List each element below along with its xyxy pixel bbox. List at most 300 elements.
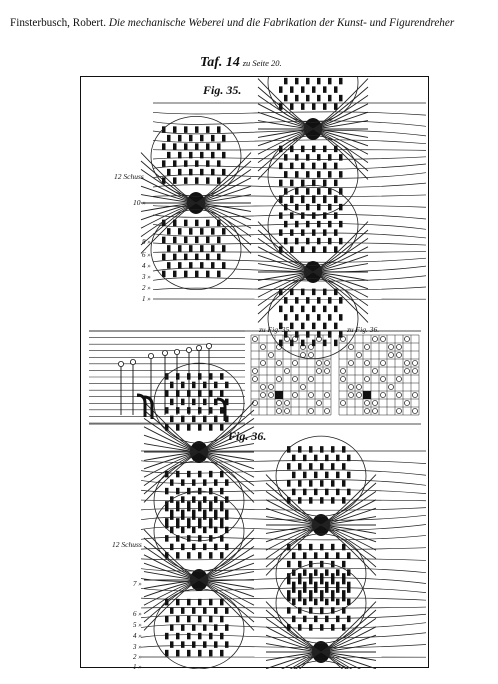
- fig35-weave-cell: [339, 314, 343, 321]
- draft35-lift-mark: [308, 352, 313, 357]
- fig35-weave-cell: [312, 163, 316, 170]
- fig36-weave-cell: [331, 624, 335, 631]
- fig35-weave-cell: [195, 237, 199, 244]
- fig35-weave-cell: [162, 237, 166, 244]
- fig36-weave-cell: [165, 488, 169, 495]
- fig36-weave-cell: [303, 582, 307, 589]
- fig35-weave-cell: [217, 237, 221, 244]
- fig36-weave-cell: [292, 582, 296, 589]
- fig35-weave-cell: [189, 262, 193, 269]
- fig35-weave-cell: [167, 135, 171, 142]
- fig36-weave-cell: [292, 616, 296, 623]
- fig35-weave-cell: [167, 262, 171, 269]
- fig35-weave-cell: [334, 323, 338, 330]
- fig36-weave-cell: [181, 399, 185, 406]
- fig36-weave-cell: [303, 569, 307, 576]
- fig35-weave-cell: [301, 212, 305, 219]
- fig35-weave-cell: [284, 297, 288, 304]
- fig35-weave-cell: [339, 95, 343, 102]
- fig35-weft-line: [153, 224, 426, 230]
- fig35-weave-cell: [334, 289, 338, 296]
- fig36-weave-cell: [225, 544, 229, 551]
- fig36-weave-cell: [347, 616, 351, 623]
- fig35-weave-cell: [173, 220, 177, 227]
- fig36-weave-cell: [220, 390, 224, 397]
- fig35-weave-cell: [195, 271, 199, 278]
- fig35-weave-cell: [312, 146, 316, 153]
- draft36-lift-mark: [396, 376, 401, 381]
- fig35-weave-cell: [301, 163, 305, 170]
- fig36-weave-cell: [325, 569, 329, 576]
- fig35-weave-cell: [211, 169, 215, 176]
- fig36-weave-cell: [314, 599, 318, 606]
- fig35-weave-cell: [334, 246, 338, 253]
- fig35-label-8: 8 »: [142, 238, 151, 246]
- fig36-weave-cell: [309, 573, 313, 580]
- fig36-weave-cell: [314, 489, 318, 496]
- draft36-lift-mark: [412, 408, 417, 413]
- fig35-weave-cell: [334, 306, 338, 313]
- fig36-weave-cell: [165, 518, 169, 525]
- fig36-weave-cell: [209, 535, 213, 542]
- fig36-weave-cell: [314, 472, 318, 479]
- fig36-label-5: 5 »: [133, 621, 142, 629]
- fig35-weave-cell: [312, 289, 316, 296]
- draft36-lift-mark: [348, 344, 353, 349]
- fig36-weave-cell: [347, 599, 351, 606]
- draft36-lift-mark: [388, 352, 393, 357]
- fig35-weft-line: [153, 243, 426, 245]
- fig35-weave-cell: [217, 177, 221, 184]
- fig35-weave-cell: [323, 246, 327, 253]
- fig36-weave-cell: [209, 424, 213, 431]
- fig36-weave-cell: [336, 582, 340, 589]
- fig36-weave-cell: [181, 496, 185, 503]
- fig35-weave-cell: [290, 246, 294, 253]
- fig35-weave-cell: [184, 237, 188, 244]
- fig36-weave-cell: [287, 480, 291, 487]
- fig35-weave-cell: [206, 220, 210, 227]
- fig35-weave-cell: [312, 246, 316, 253]
- draft35-lift-mark: [276, 376, 281, 381]
- fig36-weave-cell: [347, 455, 351, 462]
- fig36-weave-cell: [187, 518, 191, 525]
- fig35-weave-cell: [323, 180, 327, 187]
- fig36-weave-cell: [192, 399, 196, 406]
- fig35-weave-cell: [295, 297, 299, 304]
- fig35-weave-cell: [290, 195, 294, 202]
- fig35-weave-cell: [290, 180, 294, 187]
- fig36-weave-cell: [320, 544, 324, 551]
- fig35-weft-line: [153, 173, 426, 179]
- fig36-weave-cell: [209, 471, 213, 478]
- fig36-weave-cell: [336, 569, 340, 576]
- fig36-weave-cell: [192, 479, 196, 486]
- fig35-weft-line: [153, 157, 426, 160]
- fig36-weave-cell: [203, 382, 207, 389]
- fig35-weave-cell: [211, 228, 215, 235]
- fig35-weave-cell: [312, 195, 316, 202]
- draft36-lift-mark: [364, 344, 369, 349]
- plate-label: [200, 55, 282, 71]
- fig36-weave-cell: [292, 489, 296, 496]
- fig35-weave-cell: [173, 254, 177, 261]
- fig35-weave-cell: [334, 340, 338, 347]
- fig35-weave-cell: [178, 135, 182, 142]
- fig36-weave-cell: [336, 455, 340, 462]
- fig36-label-3: 3 »: [133, 643, 142, 651]
- fig36-weave-cell: [314, 455, 318, 462]
- fig35-label-2: 2 »: [142, 284, 151, 292]
- fig35-weave-cell: [306, 188, 310, 195]
- fig36-weave-cell: [209, 501, 213, 508]
- draft36-lift-mark: [364, 408, 369, 413]
- fig36-weave-cell: [220, 424, 224, 431]
- fig36-weave-cell: [187, 599, 191, 606]
- fig36-weave-cell: [342, 590, 346, 597]
- draft36-lift-mark: [380, 376, 385, 381]
- fig35-weave-cell: [323, 163, 327, 170]
- fig36-weave-cell: [192, 641, 196, 648]
- fig35-weave-cell: [334, 86, 338, 93]
- draft-eye-circle: [148, 353, 153, 358]
- fig35-weave-cell: [295, 188, 299, 195]
- fig36-weave-cell: [170, 399, 174, 406]
- fig36-weave-cell: [220, 373, 224, 380]
- draft35-lift-mark: [308, 376, 313, 381]
- fig35-weave-cell: [306, 171, 310, 178]
- fig35-weave-cell: [317, 154, 321, 161]
- fig36-weave-cell: [181, 624, 185, 631]
- fig35-weave-cell: [328, 154, 332, 161]
- fig36-weave-cell: [203, 607, 207, 614]
- fig36-weave-cell: [342, 573, 346, 580]
- fig35-label-3: 3 »: [142, 273, 151, 281]
- fig36-weave-cell: [192, 544, 196, 551]
- fig35-weave-cell: [217, 254, 221, 261]
- fig35-weft-line: [153, 214, 426, 219]
- fig35-weave-cell: [328, 221, 332, 228]
- fig36-weave-cell: [347, 472, 351, 479]
- fig35-weave-cell: [323, 229, 327, 236]
- fig36-weave-cell: [176, 616, 180, 623]
- fig36-weave-cell: [198, 535, 202, 542]
- fig36-weave-cell: [170, 607, 174, 614]
- fig36-weave-cell: [320, 607, 324, 614]
- fig36-weave-cell: [325, 489, 329, 496]
- fig35-weave-cell: [290, 146, 294, 153]
- fig35-weave-cell: [301, 246, 305, 253]
- fig35-weave-cell: [178, 169, 182, 176]
- fig35-weave-cell: [317, 204, 321, 211]
- fig35-weave-cell: [301, 323, 305, 330]
- fig36-weave-cell: [309, 497, 313, 504]
- fig35-weave-cell: [167, 169, 171, 176]
- fig35-weave-cell: [328, 188, 332, 195]
- fig35-weave-cell: [290, 306, 294, 313]
- fig35-weave-cell: [328, 171, 332, 178]
- fig36-weave-cell: [225, 382, 229, 389]
- draft-label-fig35: zu Fig. 35.: [259, 325, 292, 334]
- fig35-weave-cell: [284, 95, 288, 102]
- draft35-lift-mark: [300, 384, 305, 389]
- draft35-lift-mark: [316, 368, 321, 373]
- draft35-lift-mark: [260, 360, 265, 365]
- draft36-lift-mark: [396, 392, 401, 397]
- draft36-lift-mark: [396, 344, 401, 349]
- fig35-weft-line: [153, 233, 426, 238]
- draft36-lift-mark: [396, 408, 401, 413]
- fig35-weave-cell: [167, 152, 171, 159]
- draft36-lift-mark: [404, 368, 409, 373]
- fig35-weave-cell: [290, 163, 294, 170]
- fig36-weave-cell: [192, 510, 196, 517]
- fig35-weave-cell: [217, 160, 221, 167]
- fig36-weave-cell: [225, 510, 229, 517]
- draft36-lift-mark: [372, 368, 377, 373]
- fig35-weave-cell: [328, 314, 332, 321]
- fig36-weave-cell: [187, 471, 191, 478]
- fig36-weave-cell: [209, 488, 213, 495]
- fig35-weave-cell: [211, 245, 215, 252]
- fig36-weave-cell: [181, 479, 185, 486]
- fig35-weave-cell: [178, 245, 182, 252]
- draft35-lift-mark: [252, 376, 257, 381]
- fig36-weave-cell: [309, 607, 313, 614]
- fig35-weft-line: [153, 258, 426, 262]
- fig36-weave-cell: [220, 599, 224, 606]
- draft36-lift-mark: [404, 360, 409, 365]
- fig36-weave-cell: [331, 480, 335, 487]
- fig36-weave-cell: [347, 552, 351, 559]
- fig35-weave-cell: [295, 314, 299, 321]
- fig36-weave-cell: [187, 616, 191, 623]
- draft36-lift-mark: [380, 360, 385, 365]
- fig36-weave-cell: [331, 590, 335, 597]
- fig36-weave-cell: [198, 407, 202, 414]
- fig35-weave-cell: [184, 254, 188, 261]
- fig36-weave-cell: [198, 373, 202, 380]
- fig36-weave-cell: [303, 472, 307, 479]
- fig35-weave-cell: [323, 103, 327, 110]
- fig35-weave-cell: [290, 289, 294, 296]
- fig35-weave-cell: [317, 95, 321, 102]
- fig35-weave-cell: [200, 169, 204, 176]
- draft35-lift-mark: [292, 376, 297, 381]
- fig35-weave-cell: [284, 238, 288, 245]
- draft35-lift-mark: [252, 336, 257, 341]
- fig36-weave-cell: [176, 471, 180, 478]
- fig36-weave-cell: [298, 624, 302, 631]
- fig35-weave-cell: [284, 314, 288, 321]
- fig36-weave-cell: [225, 641, 229, 648]
- fig35-weave-cell: [284, 221, 288, 228]
- fig35-weave-cell: [323, 323, 327, 330]
- fig35-weave-cell: [317, 314, 321, 321]
- draft36-lift-mark: [380, 336, 385, 341]
- fig35-weave-cell: [217, 271, 221, 278]
- draft-eye-circle: [196, 345, 201, 350]
- caption-title: Die mechanische Weberei und die Fabrikation der Kunst- und Figurendreher: [108, 17, 455, 29]
- fig35-weave-cell: [200, 245, 204, 252]
- fig35-weave-cell: [339, 297, 343, 304]
- draft-eye-circle: [162, 350, 167, 355]
- draft36-lift-mark: [380, 392, 385, 397]
- fig35-weave-cell: [323, 289, 327, 296]
- fig35-weave-cell: [295, 238, 299, 245]
- fig36-weave-cell: [176, 424, 180, 431]
- fig36-weave-cell: [214, 624, 218, 631]
- fig35-weave-cell: [312, 323, 316, 330]
- fig35-weave-cell: [317, 188, 321, 195]
- fig36-weave-cell: [347, 582, 351, 589]
- fig35-weave-cell: [279, 229, 283, 236]
- fig35-weave-cell: [334, 229, 338, 236]
- fig36-weave-cell: [220, 552, 224, 559]
- draft-eye-circle: [186, 347, 191, 352]
- fig35-weave-cell: [217, 126, 221, 133]
- draft35-lift-mark: [276, 360, 281, 365]
- draft36-lift-mark: [412, 360, 417, 365]
- fig36-weave-cell: [176, 390, 180, 397]
- fig35-weave-cell: [284, 78, 288, 85]
- draft36-lift-mark: [372, 408, 377, 413]
- fig36-label-4: 4 »: [133, 632, 142, 640]
- fig35-weave-cell: [200, 262, 204, 269]
- fig35-weave-cell: [284, 154, 288, 161]
- fig35-weave-cell: [306, 297, 310, 304]
- fig36-weave-cell: [176, 599, 180, 606]
- fig35-weave-cell: [173, 237, 177, 244]
- fig36-weave-cell: [303, 489, 307, 496]
- fig35-label-1: 1 »: [142, 295, 151, 303]
- fig36-weave-cell: [320, 573, 324, 580]
- fig36-weave-cell: [331, 463, 335, 470]
- fig36-weave-cell: [176, 407, 180, 414]
- fig36-weave-cell: [309, 446, 313, 453]
- fig36-weave-cell: [214, 527, 218, 534]
- fig35-weave-cell: [328, 297, 332, 304]
- fig36-weave-cell: [342, 607, 346, 614]
- fig35-weave-cell: [301, 86, 305, 93]
- fig35-weave-cell: [222, 245, 226, 252]
- fig35-label-12: 12 Schuss: [114, 172, 144, 181]
- draft36-lift-mark: [412, 368, 417, 373]
- fig35-weave-cell: [173, 143, 177, 150]
- fig35-weave-cell: [290, 212, 294, 219]
- fig36-weave-cell: [309, 590, 313, 597]
- fig35-weave-cell: [334, 146, 338, 153]
- fig36-weave-cell: [209, 518, 213, 525]
- fig36-weave-cell: [298, 544, 302, 551]
- fig35-weave-cell: [295, 204, 299, 211]
- draft-eye-circle: [118, 361, 123, 366]
- fig36-weave-cell: [320, 624, 324, 631]
- fig35-weave-cell: [279, 212, 283, 219]
- fig35-weft-line: [153, 183, 426, 187]
- fig35-weave-cell: [312, 306, 316, 313]
- fig36-weave-cell: [214, 641, 218, 648]
- fig35-weave-cell: [200, 228, 204, 235]
- fig35-label-10: 10 »: [133, 198, 147, 207]
- fig36-weave-cell: [331, 573, 335, 580]
- draft36-filled-cell: [363, 391, 371, 399]
- fig36-weave-cell: [220, 650, 224, 657]
- fig36-weave-cell: [209, 633, 213, 640]
- fig36-weave-cell: [209, 407, 213, 414]
- draft36-lift-mark: [396, 352, 401, 357]
- plate-reference: zu Seite 20.: [242, 58, 282, 68]
- fig35-weave-cell: [279, 306, 283, 313]
- fig36-weave-cell: [287, 590, 291, 597]
- fig36-weave-cell: [220, 535, 224, 542]
- draft36-lift-mark: [340, 400, 345, 405]
- fig36-weave-cell: [209, 390, 213, 397]
- fig36-weave-cell: [331, 544, 335, 551]
- fig35-weave-cell: [306, 238, 310, 245]
- draft36-lift-mark: [356, 384, 361, 389]
- fig35-weave-cell: [195, 160, 199, 167]
- fig35-weave-cell: [323, 306, 327, 313]
- fig36-title: Fig. 36.: [228, 429, 267, 443]
- fig35-weft-line: [153, 150, 426, 151]
- fig36-weave-cell: [298, 607, 302, 614]
- plate-number: Taf. 14: [200, 55, 240, 70]
- fig36-weave-cell: [342, 544, 346, 551]
- plate-frame: [80, 76, 429, 671]
- draft35-lift-mark: [284, 400, 289, 405]
- fig36-weave-cell: [170, 479, 174, 486]
- fig36-weave-cell: [165, 407, 169, 414]
- fig36-weave-cell: [176, 518, 180, 525]
- fig36-weave-cell: [170, 544, 174, 551]
- fig35-weave-cell: [279, 163, 283, 170]
- fig36-weave-cell: [303, 552, 307, 559]
- fig35-weave-cell: [334, 180, 338, 187]
- fig35-weave-cell: [317, 297, 321, 304]
- fig36-weave-cell: [225, 607, 229, 614]
- fig35-weave-cell: [334, 212, 338, 219]
- fig36-weave-cell: [309, 463, 313, 470]
- fig35-weave-cell: [206, 177, 210, 184]
- draft35-lift-mark: [276, 400, 281, 405]
- fig35-weave-cell: [211, 135, 215, 142]
- draft-eye-circle: [130, 359, 135, 364]
- draft35-lift-mark: [268, 352, 273, 357]
- fig36-weft-line: [141, 614, 426, 618]
- fig36-weave-cell: [214, 399, 218, 406]
- fig36-weave-cell: [325, 616, 329, 623]
- fig35-weave-cell: [290, 229, 294, 236]
- fig35-weave-cell: [339, 154, 343, 161]
- fig35-weave-cell: [284, 171, 288, 178]
- fig36-weave-cell: [320, 463, 324, 470]
- fig36-weave-cell: [165, 390, 169, 397]
- fig35-weave-cell: [195, 126, 199, 133]
- fig36-weave-cell: [220, 518, 224, 525]
- draft36-lift-mark: [404, 336, 409, 341]
- fig36-weave-cell: [165, 616, 169, 623]
- fig35-weave-cell: [328, 95, 332, 102]
- draft35-lift-mark: [324, 360, 329, 365]
- draft35-lift-mark: [252, 368, 257, 373]
- fig35-weave-cell: [328, 238, 332, 245]
- fig36-weave-cell: [298, 463, 302, 470]
- fig36-weave-cell: [342, 480, 346, 487]
- fig36-weave-cell: [203, 479, 207, 486]
- draft35-lift-mark: [276, 408, 281, 413]
- fig36-weave-cell: [187, 488, 191, 495]
